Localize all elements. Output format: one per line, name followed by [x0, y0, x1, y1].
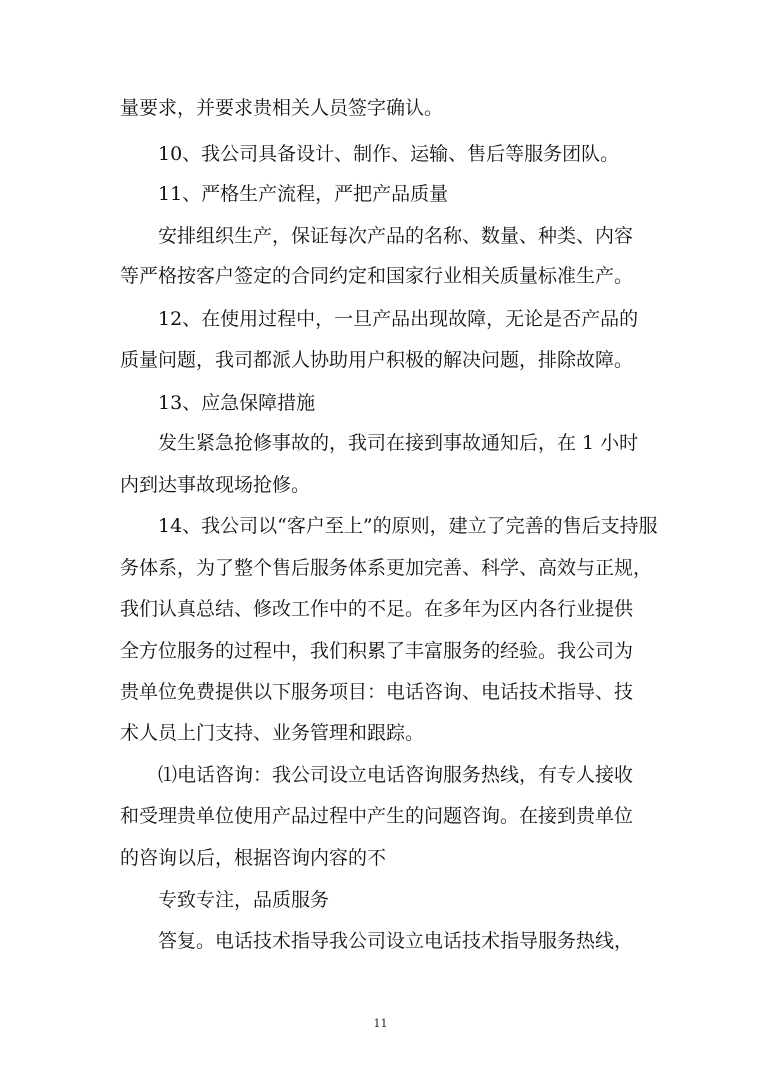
text-line-20: 专致专注，品质服务 [158, 889, 330, 911]
text-line-18: 和受理贵单位使用产品过程中产生的问题咨询。在接到贵单位 [120, 805, 634, 827]
text-line-13: 我们认真总结、修改工作中的不足。在多年为区内各行业提供 [120, 598, 634, 620]
text-line-11: 14、我公司以“客户至上”的原则，建立了完善的售后支持服 [158, 515, 658, 537]
text-line-17: ⑴电话咨询：我公司设立电话咨询服务热线，有专人接收 [158, 764, 634, 786]
text-line-21: 答复。电话技术指导我公司设立电话技术指导服务热线， [158, 930, 634, 952]
text-line-10: 内到达事故现场抢修。 [120, 474, 311, 496]
text-line-7: 质量问题，我司都派人协助用户积极的解决问题，排除故障。 [120, 349, 634, 371]
text-line-4: 安排组织生产，保证每次产品的名称、数量、种类、内容 [158, 225, 634, 247]
text-line-3: 11、严格生产流程，严把产品质量 [158, 183, 449, 205]
text-line-2: 10、我公司具备设计、制作、运输、售后等服务团队。 [158, 143, 620, 165]
text-line-1: 量要求，并要求贵相关人员签字确认。 [120, 97, 444, 119]
text-line-5: 等严格按客户签定的合同约定和国家行业相关质量标准生产。 [120, 265, 634, 287]
text-line-15: 贵单位免费提供以下服务项目：电话咨询、电话技术指导、技 [120, 681, 634, 703]
text-line-14: 全方位服务的过程中，我们积累了丰富服务的经验。我公司为 [120, 640, 634, 662]
text-line-19: 的咨询以后，根据咨询内容的不 [120, 847, 387, 869]
text-line-8: 13、应急保障措施 [158, 392, 316, 414]
text-line-12: 务体系，为了整个售后服务体系更加完善、科学、高效与正规， [120, 557, 653, 579]
text-line-9: 发生紧急抢修事故的，我司在接到事故通知后，在 1 小时 [158, 432, 639, 454]
text-line-6: 12、在使用过程中，一旦产品出现故障，无论是否产品的 [158, 308, 639, 330]
text-line-16: 术人员上门支持、业务管理和跟踪。 [120, 722, 425, 744]
page-number: 11 [373, 1017, 388, 1030]
